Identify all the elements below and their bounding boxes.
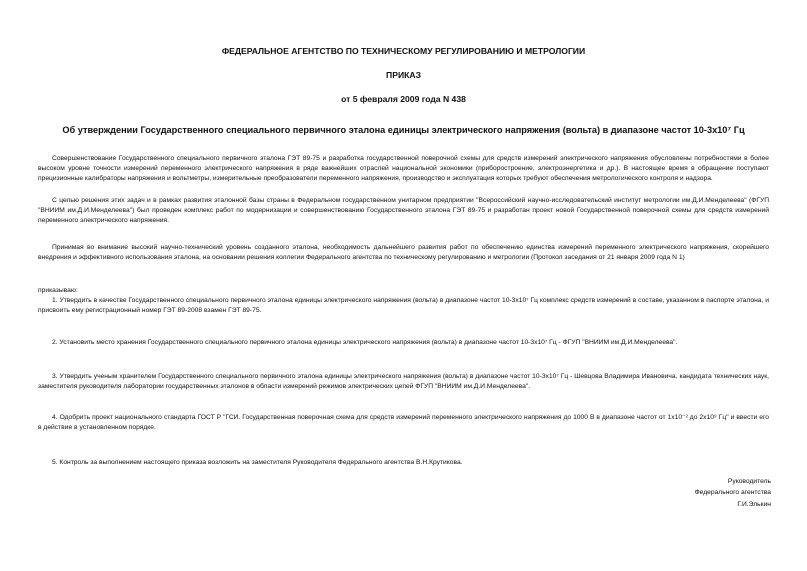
signature-name: Г.И.Элькин (737, 501, 771, 508)
order-heading: ПРИКАЗ (386, 70, 421, 80)
order-item-3: 3. Утвердить ученым хранителем Государственного специального первичного эталона единицы электрического напряжения (вольта) в диапазоне частот 10-3х10⁷ Гц - Шевцова Владимира Ивановича, кандидата технических наук, заместителя руководителя лаборатории государственных эталонов в области измерений режимов электрических цепей ФГУП "ВНИИМ им.Д.И.Менделеева". (38, 373, 769, 391)
order-directive: приказываю: (38, 287, 78, 294)
signature-organization: Федерального агентства (694, 489, 771, 496)
order-item-2: 2. Установить место хранения Государственного специального первичного эталона единицы электрического напряжения (вольта) в диапазоне частот 10-3х10⁷ Гц - ФГУП "ВНИИМ им.Д.И.Менделеева". (52, 339, 678, 346)
order-item-5: 5. Контроль за выполнением настоящего приказа возложить на заместителя Руководителя Федерального агентства В.Н.Крутикова. (52, 459, 463, 466)
agency-heading: ФЕДЕРАЛЬНОЕ АГЕНТСТВО ПО ТЕХНИЧЕСКОМУ РЕГУЛИРОВАНИЮ И МЕТРОЛОГИИ (221, 46, 586, 56)
paragraph-1: Совершенствование Государственного специального первичного эталона ГЭТ 89-75 и разработка государственной поверочной схемы для средств измерений электрического напряжения обусловлены потребностями в более высоком уровне точности измерений переменного электрического напряжения в ряде важнейших отраслей национальной экономики (приборостроение, электроэнергетика и др.). В настоящее время в обращение поступают прецизионные калибраторы напряжения и вольтметры, измерительные преобразователи переменного напряжения, производство и эксплуатация которых требуют обеспечения метрологического контроля и надзора. (38, 155, 769, 183)
document-title: Об утверждении Государственного специального первичного эталона единицы электрического напряжения (вольта) в диапазоне частот 10-3х10⁷ Гц (62, 125, 745, 135)
signature-position: Руководитель (727, 478, 771, 485)
paragraph-2: С целью решения этих задач и в рамках развития эталонной базы страны в Федеральном государственном унитарном предприятии "Всероссийский научно-исследовательский институт метрологии им.Д.И.Менделеева" (ФГУП "ВНИИМ им.Д.И.Менделеева") был проведен комплекс работ по модернизации и совершенствованию Государственного эталона ГЭТ 89-75 и разработан проект новой Государственной поверочной схемы для средств измерений переменного электрического напряжения. (38, 197, 769, 225)
order-item-4: 4. Одобрить проект национального стандарта ГОСТ Р "ГСИ. Государственная поверочная схема для средств измерений переменного электрического напряжения до 1000 В в диапазоне частот от 1х10⁻² до 2х10⁹ Гц" и ввести его в действие в установленном порядке. (38, 414, 769, 432)
order-date: от 5 февраля 2009 года N 438 (341, 94, 466, 104)
paragraph-3: Принимая во внимание высокий научно-технический уровень созданного эталона, необходимость дальнейшего развития работ по обеспечению единства измерений переменного электрического напряжения, скорейшего внедрения и эффективного использования эталона, на основании решения коллегии Федерального агентства по техническому регулированию и метрологии (Протокол заседания от 21 января 2009 года N 1) (38, 244, 769, 262)
order-item-1: 1. Утвердить в качестве Государственного специального первичного эталона единицы электрического напряжения (вольта) в диапазоне частот 10-3х10⁷ Гц комплекс средств измерений в составе, указанном в паспорте эталона, и присвоить ему регистрационный номер ГЭТ 89-2008 взамен ГЭТ 89-75. (38, 297, 769, 315)
